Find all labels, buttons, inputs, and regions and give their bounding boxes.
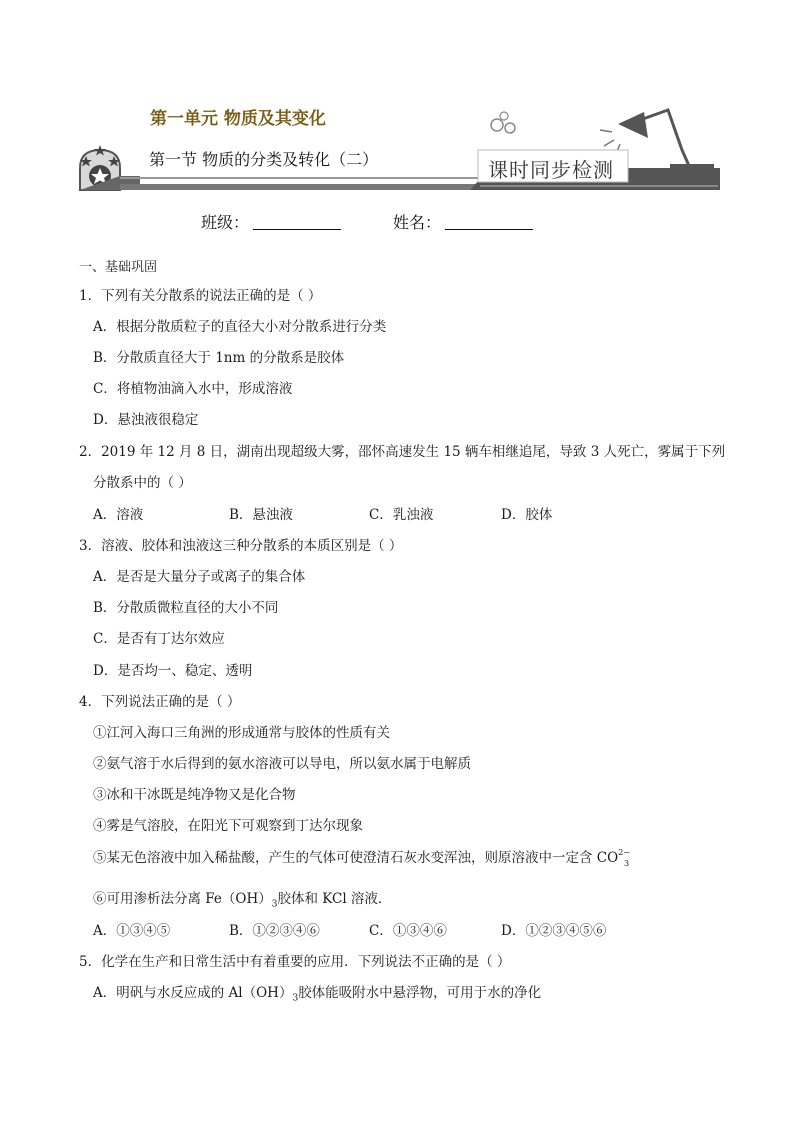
q1-option-c: C．将植物油滴入水中，形成溶液 [93, 381, 293, 397]
q1-stem: 1．下列有关分散系的说法正确的是（ ） [79, 288, 322, 304]
class-field [201, 210, 341, 233]
q4-statement-2: ②氨气溶于水后得到的氨水溶液可以导电，所以氨水属于电解质 [93, 756, 471, 772]
q4-stem: 4．下列说法正确的是（ ） [79, 694, 241, 710]
q4-option-b: B．①②③④⑥ [229, 923, 320, 939]
name-label: 姓名： [393, 213, 442, 232]
name-field [393, 210, 533, 233]
q3-option-c: C．是否有丁达尔效应 [93, 631, 225, 647]
class-input-line[interactable] [253, 215, 341, 230]
name-input-line[interactable] [445, 215, 533, 230]
q4-statement-5: ⑤某无色溶液中加入稀盐酸，产生的气体可使澄清石灰水变浑浊，则原溶液中一定含 $CO^{2-}_3$ [93, 848, 630, 868]
q4-option-c: C．①③④⑥ [369, 923, 447, 939]
carbonate-formula: $O^{2-}_3$ [607, 848, 630, 868]
q1-option-a: A．根据分散质粒子的直径大小对分散系进行分类 [93, 319, 387, 335]
q3-option-a: A．是否是大量分子或离子的集合体 [93, 569, 306, 585]
q5-stem: 5．化学在生产和日常生活中有着重要的应用．下列说法不正确的是（ ） [79, 954, 511, 970]
header-decoration [0, 0, 793, 240]
bubbles-icon [491, 112, 515, 133]
banner-text: 课时同步检测 [488, 158, 614, 182]
q2-option-c: C．乳浊液 [369, 507, 434, 523]
unit-title: 第一单元 物质及其变化 [150, 109, 326, 129]
q3-option-b: B．分散质微粒直径的大小不同 [93, 600, 279, 616]
q2-stem-line2: 分散系中的（ ） [93, 475, 192, 491]
section-heading: 一、基础巩固 [79, 260, 158, 275]
q3-option-d: D．是否均一、稳定、透明 [93, 663, 253, 679]
q1-option-d: D．悬浊液很稳定 [93, 412, 199, 428]
section-title: 第一节 物质的分类及转化（二） [149, 150, 379, 169]
q4-statement-6: ⑥可用渗析法分离 $Fe(OH)_3$胶体和 KCl 溶液． [93, 891, 392, 910]
q4-statement-3: ③冰和干冰既是纯净物又是化合物 [93, 787, 296, 803]
q4-statement-4: ④雾是气溶胶，在阳光下可观察到丁达尔现象 [93, 818, 363, 834]
q4-option-a: A．①③④⑤ [93, 923, 171, 939]
q3-stem: 3．溶液、胶体和浊液这三种分散系的本质区别是（ ） [79, 538, 403, 554]
q4-option-d: D．①②③④⑤⑥ [501, 923, 607, 939]
q2-option-d: D．胶体 [501, 507, 553, 523]
q2-option-b: B．悬浊液 [229, 507, 293, 523]
q4-statement-1: ①江河入海口三角洲的形成通常与胶体的性质有关 [93, 725, 390, 741]
q2-option-a: A．溶液 [93, 507, 144, 523]
class-label: 班级： [201, 213, 250, 232]
q2-stem-line1: 2．2019 年 12 月 8 日，湖南出现超级大雾，邵怀高速发生 15 辆车相继追尾，导致 3 人死亡，雾属于下列 [79, 444, 726, 460]
q1-option-b: B．分散质直径大于 1nm 的分散系是胶体 [93, 350, 345, 366]
q5-option-a: A．明矾与水反应成的 $Al(OH)_3$胶体能吸附水中悬浮物，可用于水的净化 [93, 985, 542, 1004]
